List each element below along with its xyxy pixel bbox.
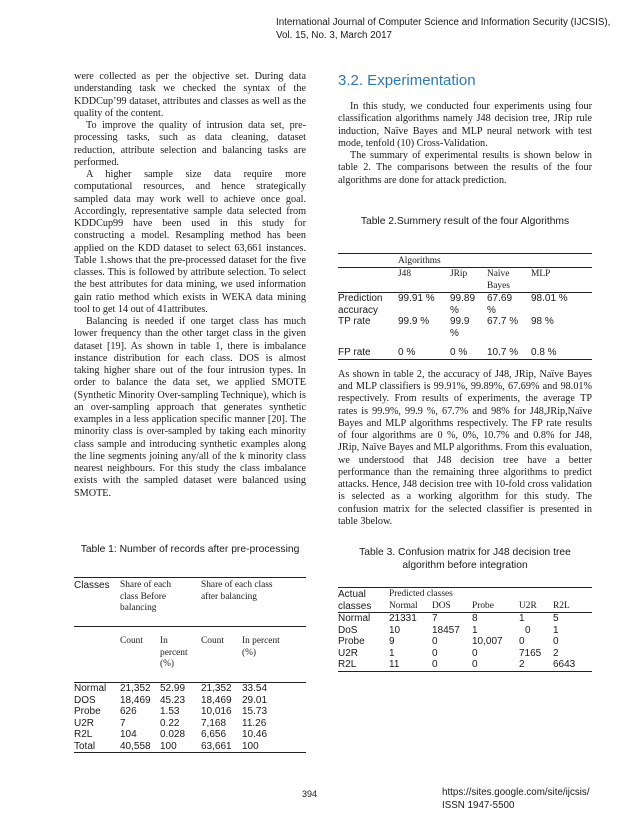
cell: U2R <box>74 717 95 729</box>
right-column <box>338 71 592 672</box>
paragraph: A higher sample size data require more computational resources, and hence strategically sampled data may work well to achieve once goal. Accordingly, representative sample data selected from KDDCup99 have been used in this study for constructing a model. Resampling method has been applied on the KDD dataset to select 63,661 instances. Table 1.shows that the pre-processed dataset for the five classes. This is followed by attribute selection. To select the best attributes for data mining, we used information gain ratio method which exists in WEKA data mining tool to get 14 out of 41attributes. <box>74 169 306 315</box>
col-header: J48 <box>398 269 412 280</box>
table-header-row <box>338 253 592 268</box>
cell: 0 <box>432 636 438 647</box>
col-header: JRip <box>450 269 468 280</box>
cell: 18,469 <box>120 694 151 706</box>
header-classes: Classes <box>74 580 110 591</box>
cell: 7165 <box>519 647 542 659</box>
table-row <box>338 625 592 637</box>
cell: 67.69 % <box>487 293 513 316</box>
cell: 2 <box>519 659 525 670</box>
table-row <box>338 648 592 660</box>
row-header: Actual classes <box>338 589 372 612</box>
section-heading: 3.2. Experimentation <box>338 72 476 89</box>
cell: 29.01 <box>242 694 268 706</box>
subheader-percent: In percent (%) <box>160 636 188 669</box>
cell: 1 <box>389 647 395 659</box>
table1-caption: Table 1: Number of records after pre-processing <box>80 544 300 555</box>
table-header-row <box>74 578 306 615</box>
cell: 100 <box>160 740 177 752</box>
table-row <box>74 729 306 741</box>
cell: 11 <box>389 659 400 670</box>
table-row <box>338 659 592 671</box>
cell: 10.7 % <box>487 347 519 359</box>
cell: 0.028 <box>160 729 186 740</box>
cell: 626 <box>120 706 137 717</box>
footer-info <box>442 786 590 812</box>
col-header: MLP <box>531 269 551 280</box>
cell: Probe <box>338 636 365 647</box>
cell: DoS <box>338 624 358 636</box>
cell: 98.01 % <box>531 293 568 305</box>
cell: 40,558 <box>120 740 151 752</box>
cell: 0 <box>472 647 478 659</box>
cell: 8 <box>472 613 478 624</box>
table3-caption: Table 3. Confusion matrix for J48 decision tree algorithm before integration <box>359 547 571 571</box>
table-subheader-row <box>74 627 306 671</box>
table-header-row <box>338 588 592 601</box>
cell: 67.7 % <box>487 316 519 328</box>
left-column <box>74 71 306 500</box>
cell: 0 <box>432 659 438 670</box>
cell: 21,352 <box>120 683 151 694</box>
cell: 10.46 <box>242 729 268 740</box>
cell: 0.22 <box>160 717 180 729</box>
col-header: R2L <box>553 600 570 611</box>
subheader-percent: In percent (%) <box>242 636 280 658</box>
cell: 7 <box>432 613 438 624</box>
paragraph: Balancing is needed if one target class has much lower frequency than the other target class in the given dataset [19]. As shown in table 1, there is imbalance instance distribution for each class. DOS is almost taking higher share out of the four intrusion types. In order to balance the data set, we applied SMOTE (Synthetic Minority Over-sampling Technique), which is an over-sampling approach that generates synthetic examples in a less application specific manner [20]. The minority class is over-sampled by taking each minority class sample and introducing synthetic examples along the line segments joining any/all of the k minority class nearest neighbours. For this study the class imbalance exists with the sampled dataset were balanced using SMOTE. <box>74 316 306 499</box>
cell: 6,656 <box>201 729 227 740</box>
cell: 7 <box>120 717 126 729</box>
cell: 1 <box>519 613 525 624</box>
cell: DOS <box>74 694 96 706</box>
cell: 1 <box>472 624 478 636</box>
cell: U2R <box>338 647 359 659</box>
table2-caption: Table 2.Summery result of the four Algorithms <box>360 215 570 227</box>
cell: 10 <box>389 624 401 636</box>
cell: 99.9 % <box>398 316 430 328</box>
cell: 1.53 <box>160 706 180 717</box>
page-number: 394 <box>302 789 318 799</box>
row-label: Prediction accuracy <box>338 293 383 316</box>
cell: 0 <box>472 659 478 670</box>
table-row <box>338 293 592 317</box>
cell: 6643 <box>553 659 576 670</box>
col-header: DOS <box>432 600 451 611</box>
cell: 21,352 <box>201 683 232 694</box>
paragraph: The summary of experimental results is shown below in table 2. The comparisons between the results of the four algorithms are done for attack prediction. <box>338 150 592 186</box>
cell: 0 % <box>398 347 416 359</box>
cell: 63,661 <box>201 740 232 752</box>
cell: Total <box>74 740 96 752</box>
paragraph: To improve the quality of intrusion data set, pre-processing tasks, such as data cleaning, dataset reduction, attribute selection and balancing tasks are performed. <box>74 120 306 168</box>
header-before: Share of each class Before balancing <box>120 580 172 613</box>
cell: 104 <box>120 729 137 740</box>
table-row <box>338 636 592 648</box>
cell: 99.91 % <box>398 293 435 305</box>
table-row <box>338 347 592 359</box>
col-header: U2R <box>519 600 537 611</box>
cell: 0 <box>519 636 525 647</box>
group-header: Algorithms <box>398 255 441 266</box>
cell: 11.26 <box>242 717 267 729</box>
cell: 33.54 <box>242 683 268 694</box>
table1 <box>74 577 306 753</box>
cell: 1 <box>553 624 559 636</box>
cell: 15.73 <box>242 706 268 717</box>
cell: R2L <box>338 659 357 670</box>
subheader-count: Count <box>201 636 224 646</box>
cell: 18457 <box>432 624 460 636</box>
table-row <box>74 741 306 753</box>
cell: 2 <box>553 647 559 659</box>
table-row <box>74 695 306 707</box>
table-row <box>338 613 592 625</box>
cell: 99.89 % <box>450 293 476 316</box>
table-row <box>74 718 306 730</box>
cell: 5 <box>553 613 559 624</box>
row-label: TP rate <box>338 316 371 328</box>
cell: Normal <box>74 683 107 694</box>
table-row <box>338 316 592 339</box>
cell: R2L <box>74 729 93 740</box>
paragraph: As shown in table 2, the accuracy of J48, JRip, Naïve Bayes and MLP classifiers is 99.91%, 99.89%, 67.69% and 98.01% respectively. From results of experiments, the average TP rates is 99.9%, 99.9 %, 67.7% and 98% for J48,JRip,Naïve Bayes and MLP algorithms respectively. The FP rate results of four algorithms are 0 %, 0%, 10.7% and 0.8% for J48, JRip, Naïve Bayes and MLP algorithms. From this evaluation, we understood that J48 decision tree have a better performance than the remaining three algorithms to predict attacks. Hence, J48 decision tree with 10-fold cross validation is selected as a working algorithm for this study. The confusion matrix for the selected classifier is presented in table 3below. <box>338 368 593 527</box>
table3 <box>338 587 592 672</box>
cell: 18,469 <box>201 694 232 706</box>
paragraph: In this study, we conducted four experiments using four classification algorithms namely J48 decision tree, JRip rule induction, Naïve Bayes and MLP neural network with test mode, tenfold (10) Cross-Validation. <box>338 101 592 149</box>
row-label: FP rate <box>338 347 371 359</box>
cell: 0 <box>525 624 531 636</box>
cell: Probe <box>74 706 101 717</box>
cell: 10,007 <box>472 636 503 647</box>
footer-url: https://sites.google.com/site/ijcsis/ <box>442 787 590 798</box>
cell: 52.99 <box>160 683 186 694</box>
cell: 100 <box>242 740 259 752</box>
cell: Normal <box>338 613 371 624</box>
col-header: Normal <box>389 600 418 611</box>
cell: 9 <box>389 636 395 647</box>
group-header: Predicted classes <box>389 589 453 599</box>
paragraph: were collected as per the objective set. During data understanding task we checked the syntax of the KDDCup’99 dataset, attributes and classes as well as the quality of the content. <box>74 71 306 119</box>
table2 <box>338 253 592 360</box>
cell: 0 <box>432 647 438 659</box>
journal-title: International Journal of Computer Science and Information Security (IJCSIS), <box>276 17 611 28</box>
table-row <box>74 706 306 718</box>
cell: 7,168 <box>201 717 227 729</box>
journal-header <box>276 16 616 42</box>
cell: 99.9 % <box>450 316 470 339</box>
cell: 0 % <box>450 347 468 359</box>
col-header: Probe <box>472 600 494 611</box>
cell: 45.23 <box>160 694 186 706</box>
header-after: Share of each class after balancing <box>201 580 273 602</box>
col-header: Naïve Bayes <box>487 269 510 291</box>
cell: 10,016 <box>201 706 232 717</box>
footer-issn: ISSN 1947-5500 <box>442 800 515 811</box>
cell: 0.8 % <box>531 347 557 359</box>
cell: 98 % <box>531 316 554 328</box>
subheader-count: Count <box>120 636 143 646</box>
journal-volume: Vol. 15, No. 3, March 2017 <box>276 30 392 41</box>
table-header-row <box>338 268 592 293</box>
cell: 21331 <box>389 613 417 624</box>
cell: 0 <box>553 636 559 647</box>
table-row <box>74 683 306 695</box>
